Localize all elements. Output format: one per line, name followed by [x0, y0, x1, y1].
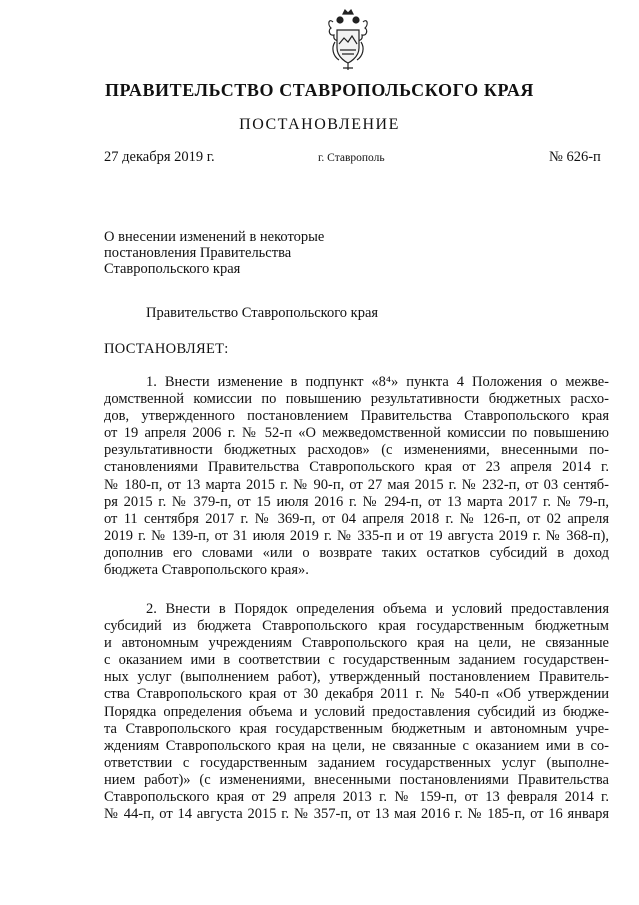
paragraph-line: домственной комиссии по повышению результативности бюджетных расхо-: [104, 391, 609, 408]
paragraph-line: 1. Внести изменение в подпункт «8⁴» пункта 4 Положения о межве-: [146, 374, 609, 390]
paragraph-line: и автономным учреждениям Ставропольского края на цели, не связанные: [104, 635, 609, 652]
paragraph-line: № 44-п, от 14 августа 2015 г. № 357-п, от 13 мая 2016 г. № 185-п, от 16 января: [104, 806, 609, 823]
subject-line: О внесении изменений в некоторые: [104, 229, 325, 245]
paragraph-line: ных услуг (выполнением работ), утвержденный постановлением Правитель-: [104, 669, 609, 686]
paragraph-line: 2019 г. № 139-п, от 31 июля 2019 г. № 335-п и от 19 августа 2019 г. № 368-п),: [104, 527, 609, 544]
paragraph-line: ответствии с государственным заданием государственных услуг (выполне-: [104, 754, 609, 771]
paragraph-line: становлениями Правительства Ставропольского края от 23 апреля 2014 г.: [104, 459, 609, 476]
paragraph-line: Порядка определения объема и условий предоставления субсидий из бюдже-: [104, 703, 609, 720]
preamble: Правительство Ставропольского края: [146, 305, 379, 321]
paragraph-line: та Ставропольского края государственным бюджетным и автономным учре-: [104, 720, 609, 737]
paragraph-line: бюджета Ставропольского края».: [104, 562, 309, 579]
paragraph-line: ства Ставропольского края от 30 декабря 2011 г. № 540-п «Об утверждении: [104, 686, 609, 703]
paragraph-line: ждениям Ставропольского края на цели, не связанные с оказанием ими в со-: [104, 737, 609, 754]
document-date: 27 декабря 2019 г.: [104, 149, 215, 165]
paragraph-line: дов, утвержденного постановлением Правительства Ставропольского края: [104, 408, 609, 425]
paragraph-line: от 19 апреля 2006 г. № 52-п «О межведомственной комиссии по повышению: [104, 425, 609, 442]
document-number: № 626-п: [549, 149, 601, 165]
paragraph-line: Ставропольского края от 29 апреля 2013 г. № 159-п, от 13 февраля 2014 г.: [104, 789, 609, 806]
paragraph-line: дополнив его словами «или о возврате таких остатков субсидий в доход: [104, 544, 609, 561]
paragraph-line: от 11 сентября 2017 г. № 369-п, от 04 апреля 2018 г. № 126-п, от 02 апреля: [104, 510, 609, 527]
government-title: ПРАВИТЕЛЬСТВО СТАВРОПОЛЬСКОГО КРАЯ: [104, 80, 535, 100]
document-city: г. Ставрополь: [318, 152, 385, 164]
paragraph-line: с оказанием ими в соответствии с государственным заданием государствен-: [104, 652, 609, 669]
paragraph-line: результативности бюджетных расходов» (с изменениями, внесенными по-: [104, 442, 609, 459]
paragraph-line: № 180-п, от 13 марта 2015 г. № 90-п, от 27 мая 2015 г. № 232-п, от 03 сентяб-: [104, 476, 609, 493]
paragraph-line: ря 2015 г. № 379-п, от 15 июля 2016 г. № 294-п, от 13 марта 2017 г. № 79-п,: [104, 493, 609, 510]
paragraph-line: 2. Внести в Порядок определения объема и условий предоставления: [146, 601, 609, 617]
paragraph-line: нием работ)» (с изменениями, внесенными постановлениями Правительства: [104, 771, 609, 788]
document-type: ПОСТАНОВЛЕНИЕ: [239, 116, 400, 133]
subject-line: Ставропольского края: [104, 261, 241, 277]
subject-line: постановления Правительства: [104, 245, 292, 261]
document-subject: [104, 229, 404, 277]
paragraph-line: субсидий из бюджета Ставропольского края государственным бюджетным: [104, 618, 609, 635]
decides-heading: ПОСТАНОВЛЯЕТ:: [104, 341, 229, 357]
paragraph-2: [104, 601, 609, 823]
paragraph-1: [104, 374, 609, 579]
coat-of-arms-icon: [325, 8, 371, 72]
